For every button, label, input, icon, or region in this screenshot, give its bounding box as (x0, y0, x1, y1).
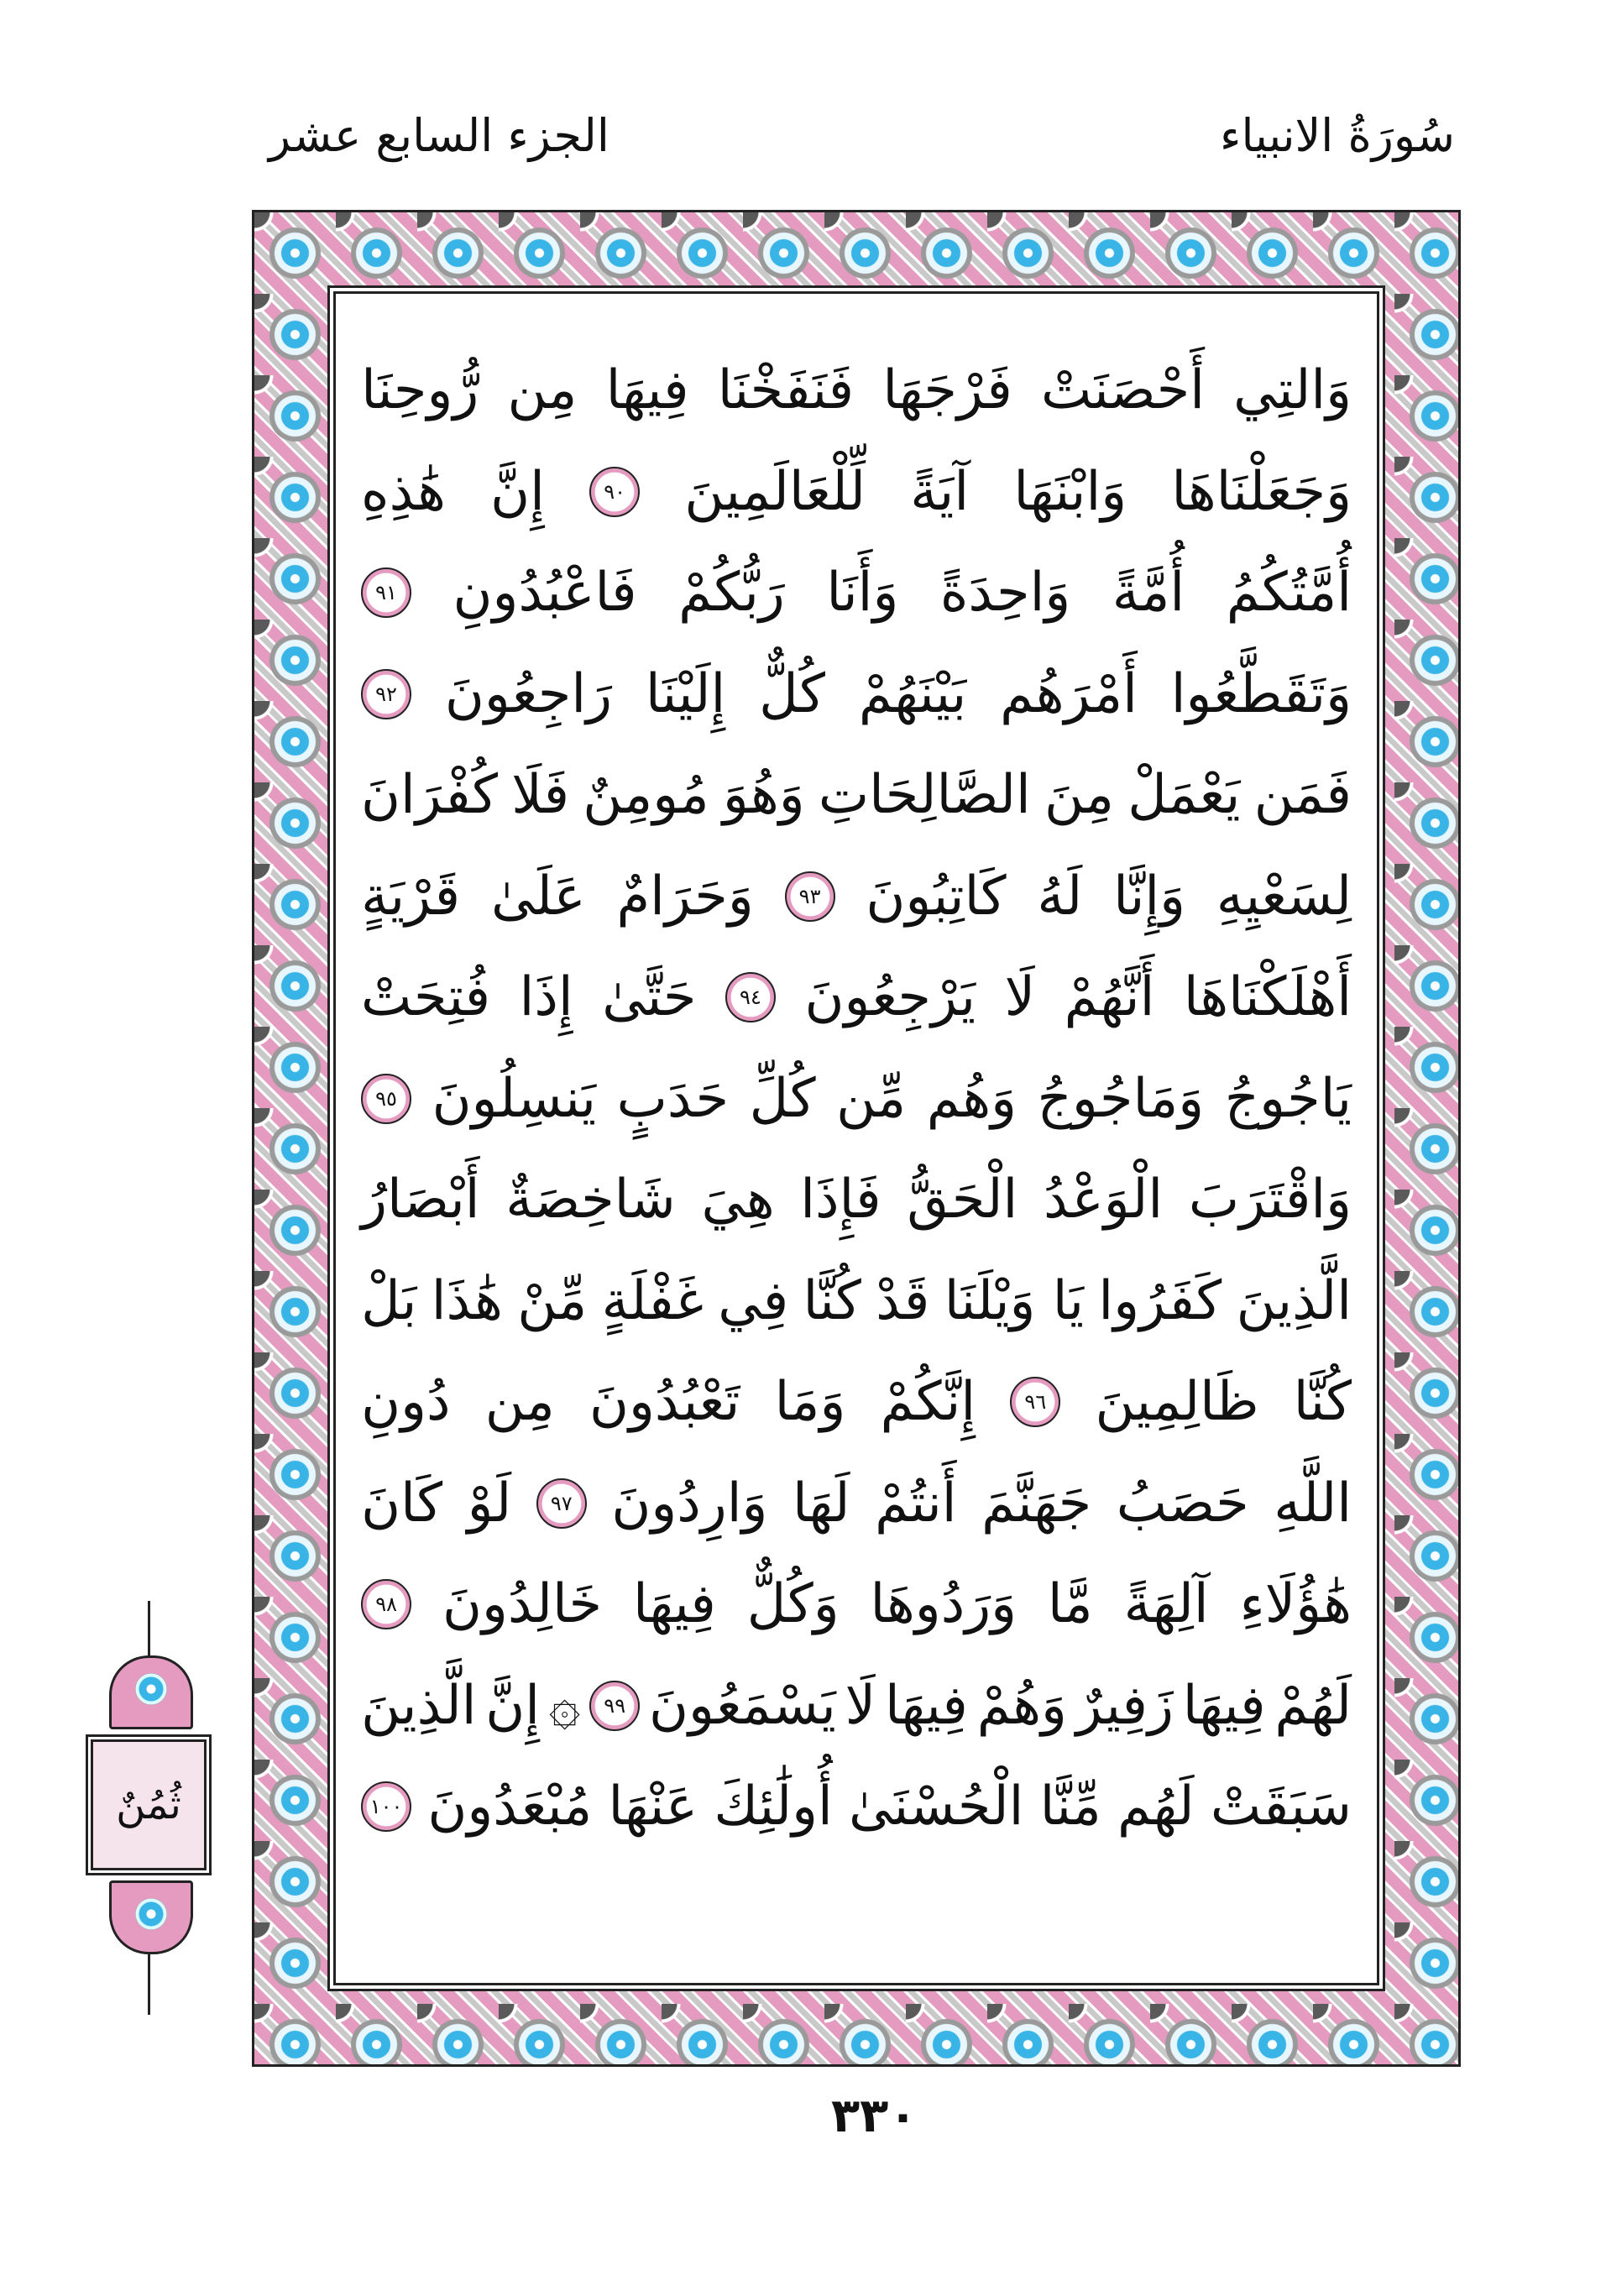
word: كُلٌّ (759, 662, 825, 725)
word: جَهَنَّمَ (981, 1472, 1092, 1535)
marker-label: ثُمُنٌ (91, 1739, 207, 1870)
word: لَا (1004, 966, 1036, 1029)
word: الصَّالِحَاتِ (818, 764, 1031, 827)
word: وَمَاجُوجُ (1037, 1067, 1205, 1130)
word: لَهُمْ (1274, 1674, 1352, 1737)
word: حَدَبٍ (616, 1067, 730, 1130)
word: عَلَىٰ (490, 865, 586, 928)
word: هِيَ (701, 1169, 775, 1232)
word: وَمَا (774, 1371, 846, 1434)
word: إِنَّ (485, 1674, 541, 1737)
word: مِّنْ (517, 1269, 588, 1332)
text-line (361, 1453, 1352, 1555)
word: كُفْرَانَ (361, 764, 498, 827)
hizb-quarter-marker (91, 1655, 207, 1953)
word: الَّذِينَ (1236, 1269, 1352, 1332)
word: أُمَّةً (1112, 562, 1185, 625)
word: بَيْنَهُمْ (858, 662, 967, 725)
word: فَاعْبُدُونِ (453, 562, 637, 625)
word: لَوْ (467, 1472, 512, 1535)
word: شَاخِصَةٌ (505, 1169, 676, 1232)
text-line (361, 947, 1352, 1049)
word: كَاتِبُونَ (866, 865, 1007, 928)
word: كُنَّا (803, 1269, 861, 1332)
word: فِي (718, 1269, 789, 1332)
word: قَدْ (876, 1269, 930, 1332)
text-line (361, 1049, 1352, 1150)
word: يَا وَيْلَنَا (944, 1269, 1085, 1332)
word: لَهَا (792, 1472, 850, 1535)
page-number: ٣٣٠ (831, 2089, 918, 2143)
word: وَارِدُونَ (611, 1472, 768, 1535)
word: الْحَقُّ (907, 1169, 1018, 1232)
text-line (361, 340, 1352, 442)
word: فَنَفَخْنَا (717, 359, 855, 422)
word: آلِهَةً (1123, 1573, 1209, 1636)
text-line (361, 1251, 1352, 1352)
word: هَٰذَا (431, 1269, 503, 1332)
word: الْوَعْدُ (1044, 1169, 1164, 1232)
word: مِن (507, 359, 578, 422)
word: فُتِحَتْ (361, 966, 491, 1029)
word: أَنَّهُمْ (1064, 966, 1155, 1029)
word: وَاحِدَةً (939, 562, 1071, 625)
word: إِذَا (519, 966, 573, 1029)
word: غَفْلَةٍ (601, 1269, 704, 1332)
ornamental-border (252, 210, 1461, 2067)
word: مِّن (836, 1067, 907, 1130)
word: فِيهَا (605, 359, 689, 422)
word: وَإِنَّا (1113, 865, 1186, 928)
text-line (361, 442, 1352, 543)
text-line (361, 1554, 1352, 1655)
word: هَٰؤُلَاءِ (1239, 1573, 1352, 1636)
verse-number-marker: ٩٣ (785, 871, 835, 922)
juz-name: الجزء السابع عشر (269, 109, 609, 162)
word: فِيهَا (884, 1674, 968, 1737)
word: آيَةً (910, 460, 970, 523)
word: هَٰذِهِ (361, 460, 446, 523)
verse-number-marker: ٩٦ (1010, 1377, 1060, 1427)
word: وَهُمْ (976, 1674, 1067, 1737)
word: لَهُم (1117, 1776, 1195, 1838)
marker-line-bottom (148, 1948, 150, 2015)
word: خَالِدُونَ (442, 1573, 603, 1636)
word: يَسْمَعُونَ (649, 1674, 836, 1737)
word: ۞ (548, 1674, 581, 1737)
word: حَتَّىٰ (602, 966, 697, 1029)
word: وَابْنَهَا (1013, 460, 1127, 523)
word: عَنْهَا (608, 1776, 698, 1838)
word: سَبَقَتْ (1210, 1776, 1352, 1838)
word: الَّذِينَ (361, 1674, 477, 1737)
verse-number-marker: ٩٧ (536, 1478, 587, 1529)
surah-name: سُورَةُ الانبياء (1220, 109, 1455, 162)
word: مِّنَّا (1039, 1776, 1101, 1838)
word: يَاجُوجُ (1224, 1067, 1352, 1130)
verse-number-marker: ٩٩ (589, 1681, 640, 1731)
word: بَلْ (361, 1269, 417, 1332)
word: مِن (484, 1371, 555, 1434)
word: لِسَعْيِهِ (1216, 865, 1352, 928)
word: فِيهَا (1182, 1674, 1266, 1737)
text-line (361, 846, 1352, 948)
text-line (361, 1352, 1352, 1453)
text-area (333, 291, 1379, 1985)
word: مِنَ (1044, 764, 1114, 827)
word: وَكُلٌّ (746, 1573, 840, 1636)
word: وَهُوَ (722, 764, 805, 827)
word: فَلَا (511, 764, 570, 827)
word: تَعْبُدُونَ (589, 1371, 740, 1434)
word: إِنَّ (490, 460, 545, 523)
word: وَاقْتَرَبَ (1188, 1169, 1352, 1232)
text-line (361, 1655, 1352, 1757)
word: لِّلْعَالَمِينَ (684, 460, 866, 523)
word: فَإِذَا (800, 1169, 881, 1232)
word: وَأَنَا (826, 562, 899, 625)
word: فِيهَا (632, 1573, 716, 1636)
verse-number-marker: ٩١ (361, 567, 411, 618)
word: الْحُسْنَىٰ (849, 1776, 1024, 1838)
verse-number-marker: ٩٥ (361, 1074, 411, 1124)
text-line (361, 1756, 1352, 1858)
word: رَاجِعُونَ (444, 662, 613, 725)
word: كَانَ (361, 1472, 443, 1535)
quran-text (361, 340, 1352, 1858)
word: كُنَّا (1293, 1371, 1352, 1434)
word: كَفَرُوا (1098, 1269, 1222, 1332)
verse-number-marker: ٩٠ (589, 467, 640, 517)
word: يَرْجِعُونَ (804, 966, 976, 1029)
word: حَصَبُ (1116, 1472, 1249, 1535)
word: لَا (845, 1674, 876, 1737)
word: وَهُم (926, 1067, 1017, 1130)
verse-number-marker: ١٠٠ (361, 1781, 411, 1832)
word: مُبْعَدُونَ (427, 1776, 593, 1838)
word: مَّا (1047, 1573, 1093, 1636)
word: رُّوحِنَا (361, 359, 479, 422)
word: كُلِّ (749, 1067, 816, 1130)
word: مُومِنٌ (583, 764, 709, 827)
flower-icon (109, 1655, 193, 1729)
word: إِنَّكُمْ (880, 1371, 976, 1434)
flower-icon (109, 1880, 193, 1954)
marker-line-top (148, 1601, 150, 1660)
word: إِلَيْنَا (645, 662, 726, 725)
word: أَبْصَارُ (361, 1169, 480, 1232)
word: أَحْصَنَتْ (1040, 359, 1205, 422)
word: زَفِيرٌ (1075, 1674, 1174, 1737)
word: يَنسِلُونَ (432, 1067, 597, 1130)
word: أَمْرَهُم (1000, 662, 1138, 725)
word: يَعْمَلْ (1127, 764, 1241, 827)
word: أُمَّتُكُمُ (1226, 562, 1352, 625)
word: قَرْيَةٍ (361, 865, 461, 928)
text-line (361, 542, 1352, 644)
text-line (361, 1149, 1352, 1251)
word: رَبُّكُمْ (678, 562, 785, 625)
word: فَرْجَهَا (882, 359, 1012, 422)
word: دُونِ (361, 1371, 451, 1434)
word: ظَالِمِينَ (1095, 1371, 1259, 1434)
word: أُولَٰئِكَ (714, 1776, 833, 1838)
text-line (361, 644, 1352, 745)
text-line (361, 745, 1352, 846)
word: وَجَعَلْنَاهَا (1171, 460, 1352, 523)
word: وَالتِي (1233, 359, 1352, 422)
word: لَهُ (1037, 865, 1083, 928)
word: وَتَقَطَّعُوا (1170, 662, 1352, 725)
word: اللَّهِ (1274, 1472, 1352, 1535)
word: وَرَدُوهَا (870, 1573, 1017, 1636)
word: فَمَن (1253, 764, 1352, 827)
verse-number-marker: ٩٢ (361, 669, 411, 719)
word: وَحَرَامٌ (616, 865, 754, 928)
word: أَهْلَكْنَاهَا (1183, 966, 1352, 1029)
word: أَنتُمْ (875, 1472, 957, 1535)
verse-number-marker: ٩٤ (725, 972, 776, 1022)
verse-number-marker: ٩٨ (361, 1579, 411, 1629)
